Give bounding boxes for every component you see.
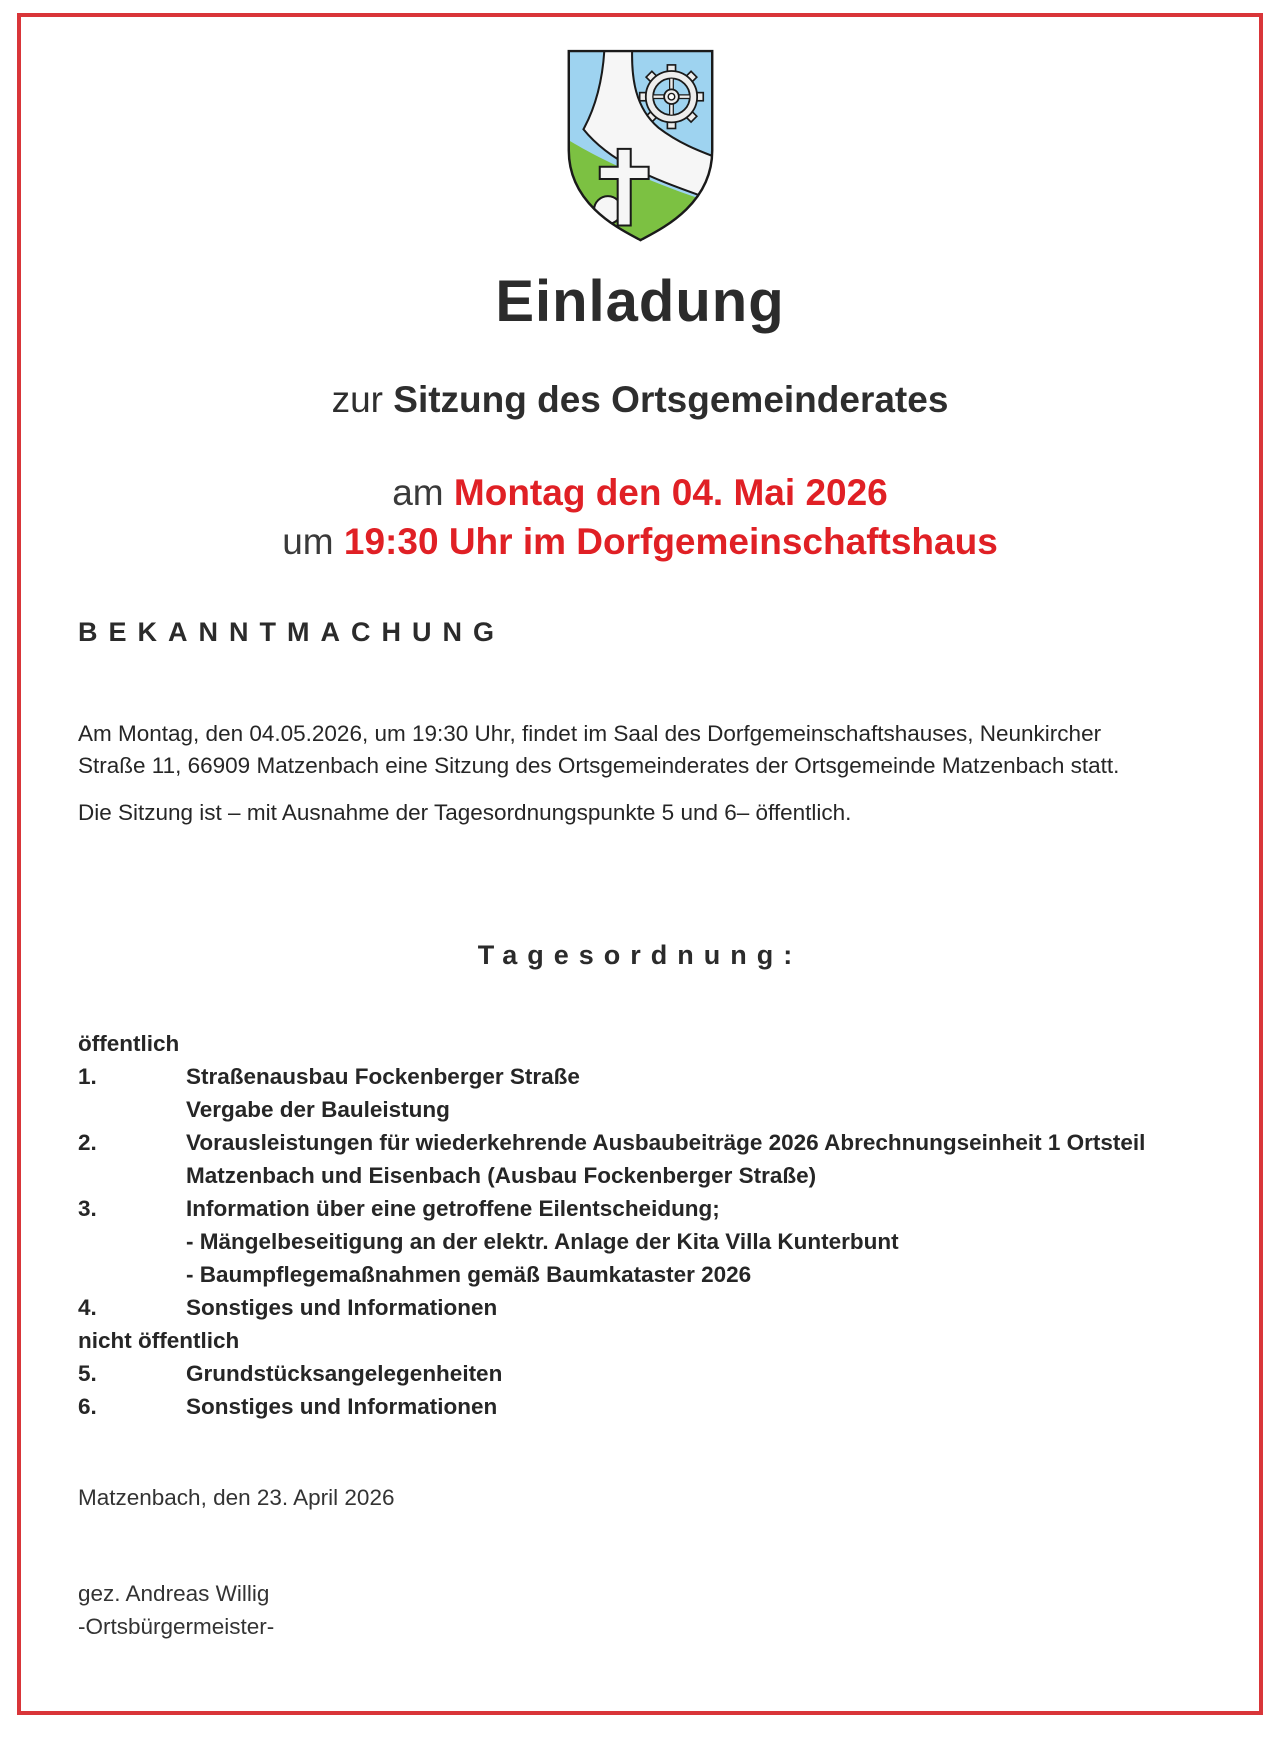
document-content: [0, 44, 1280, 1643]
date-prefix: am: [392, 472, 444, 513]
coat-of-arms-icon: [559, 44, 722, 248]
date-text: Montag den 04. Mai 2026: [453, 472, 888, 513]
agenda-list: [78, 1027, 1202, 1423]
subtitle-main: Sitzung des Ortsgemeinderates: [393, 379, 949, 420]
place-and-date: Matzenbach, den 23. April 2026: [78, 1485, 395, 1511]
announcement-paragraph-2: Die Sitzung ist – mit Ausnahme der Tagesordnungspunkte 5 und 6– öffentlich.: [78, 799, 852, 825]
agenda-item-line: Vorausleistungen für wiederkehrende Ausbaubeiträge 2026 Abrechnungseinheit 1 Ortsteil: [186, 1130, 1146, 1156]
agenda-item: [78, 1126, 1202, 1192]
agenda-item-line: - Mängelbeseitigung an der elektr. Anlage der Kita Villa Kunterbunt: [186, 1229, 899, 1255]
time-text: 19:30 Uhr im Dorfgemeinschaftshaus: [343, 520, 998, 562]
announcement-paragraph-1: Am Montag, den 04.05.2026, um 19:30 Uhr, findet im Saal des Dorfgemeinschaftshauses, Neunkircher Straße 11, 66909 Matzenbach eine Sitzung des Ortsgemeinderates der Ortsgemeinde Matzenbach statt.: [78, 720, 1120, 778]
announcement-heading: BEKANNTMACHUNG: [78, 616, 505, 647]
agenda-item: [78, 1192, 1202, 1291]
agenda-item-number: 6.: [78, 1394, 97, 1420]
agenda-section-label: nicht öffentlich: [78, 1328, 240, 1354]
meeting-datetime: [78, 469, 1202, 567]
coat-of-arms: [559, 44, 722, 248]
subtitle-prefix: zur: [331, 379, 383, 420]
agenda-item-number: 1.: [78, 1064, 97, 1090]
agenda-item-text: [186, 1192, 1202, 1291]
agenda-item: [78, 1390, 1202, 1423]
signature-role: -Ortsbürgermeister-: [78, 1614, 275, 1640]
agenda-item-line: Straßenausbau Fockenberger Straße: [186, 1064, 580, 1090]
agenda-item-text: [186, 1060, 1202, 1126]
agenda-item-text: [186, 1126, 1202, 1192]
agenda-item: [78, 1357, 1202, 1390]
agenda-item-line: Grundstücksangelegenheiten: [186, 1361, 503, 1387]
agenda-item-number: 4.: [78, 1295, 97, 1321]
agenda-section: [78, 1324, 1202, 1357]
time-prefix: um: [282, 520, 334, 562]
agenda-item-number: 5.: [78, 1361, 97, 1387]
agenda-item-line: Information über eine getroffene Eilentscheidung;: [186, 1196, 720, 1222]
agenda-item-number: 3.: [78, 1196, 97, 1222]
agenda-heading: Tagesordnung:: [477, 940, 803, 971]
page-title: Einladung: [495, 269, 785, 334]
agenda-item-line: - Baumpflegemaßnahmen gemäß Baumkataster 2026: [186, 1262, 752, 1288]
agenda-item-text: [186, 1357, 1202, 1390]
agenda-item-number: 2.: [78, 1130, 97, 1156]
agenda-item-line: Sonstiges und Informationen: [186, 1394, 498, 1420]
agenda-item-line: Vergabe der Bauleistung: [186, 1097, 450, 1123]
meeting-time-line: [78, 518, 1202, 567]
agenda-item-line: Sonstiges und Informationen: [186, 1295, 498, 1321]
subtitle: [78, 379, 1202, 421]
agenda-item-line: Matzenbach und Eisenbach (Ausbau Fockenberger Straße): [186, 1163, 817, 1189]
signature-block: [78, 1577, 1202, 1643]
agenda-section-label: öffentlich: [78, 1031, 180, 1057]
agenda-item: [78, 1060, 1202, 1126]
agenda-section: [78, 1027, 1202, 1060]
agenda-item-text: [186, 1390, 1202, 1423]
agenda-item: [78, 1291, 1202, 1324]
meeting-date-line: [78, 469, 1202, 518]
agenda-item-text: [186, 1291, 1202, 1324]
signature-name: gez. Andreas Willig: [78, 1581, 270, 1607]
